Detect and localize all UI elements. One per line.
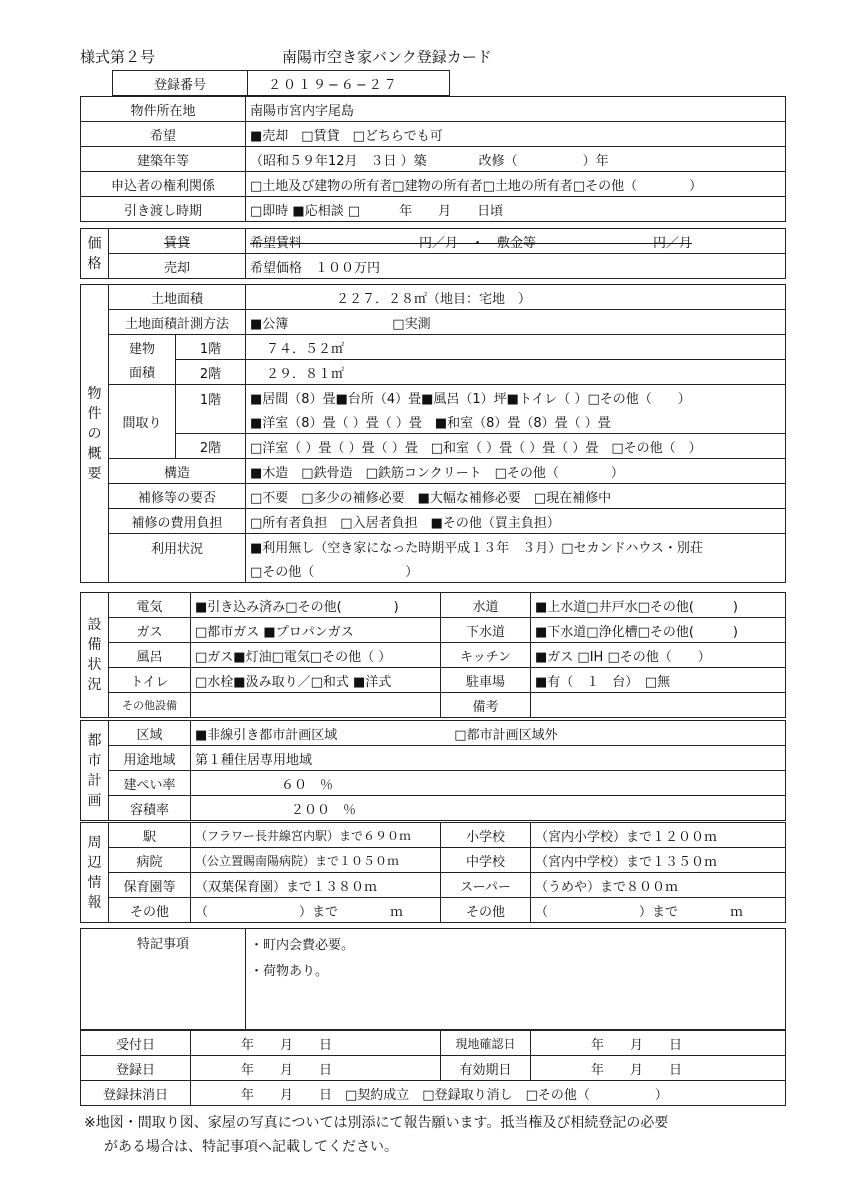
urban-planning-table: [80, 720, 786, 821]
building-label: 建物: [109, 335, 176, 360]
basic-row: [81, 147, 786, 172]
location-value: 南陽市宮内字尾島: [246, 97, 786, 122]
supermarket-label: スーパー: [441, 873, 531, 898]
remarks-value: [531, 693, 786, 718]
sale-value: 希望価格 １００万円: [246, 254, 786, 279]
basic-row: [81, 122, 786, 147]
overview-table: [80, 284, 786, 583]
note-line: ・町内会費必要。: [250, 938, 355, 953]
facility-row: [81, 593, 786, 618]
facilities-section-label: 設備状況: [81, 593, 109, 718]
junior-high-label: 中学校: [441, 848, 531, 873]
floor1-area-label: 1階: [176, 335, 246, 360]
nursery-value: （双葉保育園）まで１３８０ｍ: [191, 873, 441, 898]
built-year-value: （昭和５９年12月 ３日 ）築 改修（ ）年: [246, 147, 786, 172]
supermarket-value: （うめや）まで８００ｍ: [531, 873, 786, 898]
rights-value: □土地及び建物の所有者□建物の所有者□土地の所有者□その他（ ）: [246, 172, 786, 197]
rent-value: 希望賃料 円／月 ・ 敷金等 円／月: [246, 229, 786, 254]
coverage-value: ６０ ％: [191, 771, 786, 796]
surrounding-row: [81, 848, 786, 873]
notes-table: [80, 928, 786, 1030]
sewer-label: 下水道: [441, 618, 531, 643]
area-label: 面積: [109, 360, 176, 385]
gas-label: ガス: [109, 618, 191, 643]
zoning-value: 第１種住居専用地域: [191, 746, 786, 771]
zone-area-label: 区域: [109, 721, 191, 746]
bath-value: □ガス■灯油□電気□その他（ ）: [191, 643, 441, 668]
surroundings-section-label: 周辺情報: [81, 823, 109, 923]
surrounding-row: [81, 898, 786, 923]
land-area-value: ２２７．２８㎡（地目：宅地 ）: [246, 285, 786, 310]
parking-value: ■有（ １ 台） □無: [531, 668, 786, 693]
other-left-value: （ ）まで ｍ: [191, 898, 441, 923]
price-table: [80, 228, 786, 279]
facilities-table: [80, 592, 786, 718]
bath-label: 風呂: [109, 643, 191, 668]
facility-row: [81, 618, 786, 643]
urban-section-label: 都市計画: [81, 721, 109, 821]
facility-row: [81, 643, 786, 668]
sale-label: 売却: [109, 254, 246, 279]
hospital-value: （公立置賜南陽病院）まで１０５０ｍ: [191, 848, 441, 873]
site-check-label: 現地確認日: [441, 1031, 531, 1056]
form-title: 南陽市空き家バンク登録カード: [282, 48, 492, 66]
usage-label: 利用状況: [109, 534, 246, 583]
footnote-line-2: がある場合は、特記事項へ記載してください。: [104, 1139, 398, 1155]
repair-cost-label: 補修の費用負担: [109, 509, 246, 534]
handover-value: □即時 ■応相談 □ 年 月 日頃: [246, 197, 786, 222]
remarks-label: 備考: [441, 693, 531, 718]
registered-value: 年 月 日: [191, 1056, 441, 1081]
received-label: 受付日: [81, 1031, 191, 1056]
notes-content: [246, 929, 786, 1030]
water-label: 水道: [441, 593, 531, 618]
toilet-value: □水栓■汲み取り／□和式 ■洋式: [191, 668, 441, 693]
basic-row: [81, 97, 786, 122]
admin-table: [80, 1030, 786, 1106]
layout-floor2-line: □洋室（ ）畳（ ）畳（ ）畳 □和室（ ）畳（ ）畳（ ）畳 □その他（ ）: [246, 434, 786, 459]
sewer-value: ■下水道□浄化槽□その他( ): [531, 618, 786, 643]
surroundings-table: [80, 822, 786, 923]
facility-row: [81, 693, 786, 718]
basic-row: [81, 197, 786, 222]
rights-label: 申込者の権利関係: [81, 172, 246, 197]
zone-area-value: ■非線引き都市計画区域 □都市計画区域外: [191, 721, 786, 746]
other-equipment-label: その他設備: [109, 693, 191, 718]
note-line: ・荷物あり。: [250, 964, 329, 979]
basic-info-table: [80, 96, 786, 222]
repair-need-label: 補修等の要否: [109, 484, 246, 509]
site-check-value: 年 月 日: [531, 1031, 786, 1056]
preference-label: 希望: [81, 122, 246, 147]
overview-section-label: 物件の概要: [81, 285, 109, 583]
location-label: 物件所在地: [81, 97, 246, 122]
facility-row: [81, 668, 786, 693]
kitchen-value: ■ガス □IH □その他（ ）: [531, 643, 786, 668]
registration-number-value: ２０１９−６−２７: [248, 71, 450, 96]
notes-label: 特記事項: [81, 929, 246, 1030]
land-method-value: ■公簿 □実測: [246, 310, 786, 335]
floor2-area-value: ２９．８１㎡: [246, 360, 786, 385]
coverage-label: 建ぺい率: [109, 771, 191, 796]
zoning-label: 用途地域: [109, 746, 191, 771]
footnote-line-1: ※地図・間取り図、家屋の写真については別添にて報告願います。抵当権及び相続登記の必要: [84, 1115, 669, 1131]
structure-value: ■木造 □鉄骨造 □鉄筋コンクリート □その他（ ）: [246, 459, 786, 484]
valid-until-value: 年 月 日: [531, 1056, 786, 1081]
layout-floor1-line1: ■居間（8）畳■台所（4）畳■風呂（1）坪■トイレ（ ）□その他（ ）: [246, 385, 786, 410]
toilet-label: トイレ: [109, 668, 191, 693]
structure-label: 構造: [109, 459, 246, 484]
form-number: 様式第２号: [80, 48, 156, 66]
repair-need-value: □不要 □多少の補修必要 ■大幅な補修必要 □現在補修中: [246, 484, 786, 509]
deleted-label: 登録抹消日: [81, 1081, 191, 1106]
junior-high-value: （宮内中学校）まで１３５０ｍ: [531, 848, 786, 873]
registration-number-table: [112, 70, 450, 96]
repair-cost-value: □所有者負担 □入居者負担 ■その他（買主負担）: [246, 509, 786, 534]
water-value: ■上水道□井戸水□その他( ): [531, 593, 786, 618]
preference-value: ■売却 □賃貸 □どちらでも可: [246, 122, 786, 147]
basic-row: [81, 172, 786, 197]
other-right-label: その他: [441, 898, 531, 923]
floor1-area-value: ７４．５２㎡: [246, 335, 786, 360]
handover-label: 引き渡し時期: [81, 197, 246, 222]
built-year-label: 建築年等: [81, 147, 246, 172]
electricity-value: ■引き込み済み□その他( ): [191, 593, 441, 618]
registered-label: 登録日: [81, 1056, 191, 1081]
electricity-label: 電気: [109, 593, 191, 618]
hospital-label: 病院: [109, 848, 191, 873]
layout-floor1-line2: ■洋室（8）畳（ ）畳（ ）畳 ■和室（8）畳（8）畳（ ）畳: [246, 409, 786, 434]
layout-floor2-label: 2階: [176, 434, 246, 459]
floor2-area-label: 2階: [176, 360, 246, 385]
rent-label: 賃貸: [109, 229, 246, 254]
layout-label: 間取り: [109, 385, 176, 459]
elementary-label: 小学校: [441, 823, 531, 848]
received-value: 年 月 日: [191, 1031, 441, 1056]
parking-label: 駐車場: [441, 668, 531, 693]
land-method-label: 土地面積計測方法: [109, 310, 246, 335]
surrounding-row: [81, 823, 786, 848]
other-equipment-value: [191, 693, 441, 718]
far-value: ２００ ％: [191, 796, 786, 821]
gas-value: □都市ガス ■プロパンガス: [191, 618, 441, 643]
land-area-label: 土地面積: [109, 285, 246, 310]
registration-number-label: 登録番号: [113, 71, 248, 96]
other-right-value: （ ）まで ｍ: [531, 898, 786, 923]
kitchen-label: キッチン: [441, 643, 531, 668]
station-label: 駅: [109, 823, 191, 848]
valid-until-label: 有効期日: [441, 1056, 531, 1081]
far-label: 容積率: [109, 796, 191, 821]
surrounding-row: [81, 873, 786, 898]
nursery-label: 保育園等: [109, 873, 191, 898]
usage-line1: ■利用無し（空き家になった時期平成１３年 ３月）□セカンドハウス・別荘: [246, 534, 786, 559]
deleted-value: 年 月 日 □契約成立 □登録取り消し □その他（ ）: [191, 1081, 786, 1106]
usage-line2: □その他（ ）: [246, 558, 786, 583]
station-value: （フラワー長井線宮内駅）まで６９０ｍ: [191, 823, 441, 848]
elementary-value: （宮内小学校）まで１２００ｍ: [531, 823, 786, 848]
other-left-label: その他: [109, 898, 191, 923]
price-section-label: 価格: [81, 229, 109, 279]
layout-floor1-label: 1階: [176, 385, 246, 434]
